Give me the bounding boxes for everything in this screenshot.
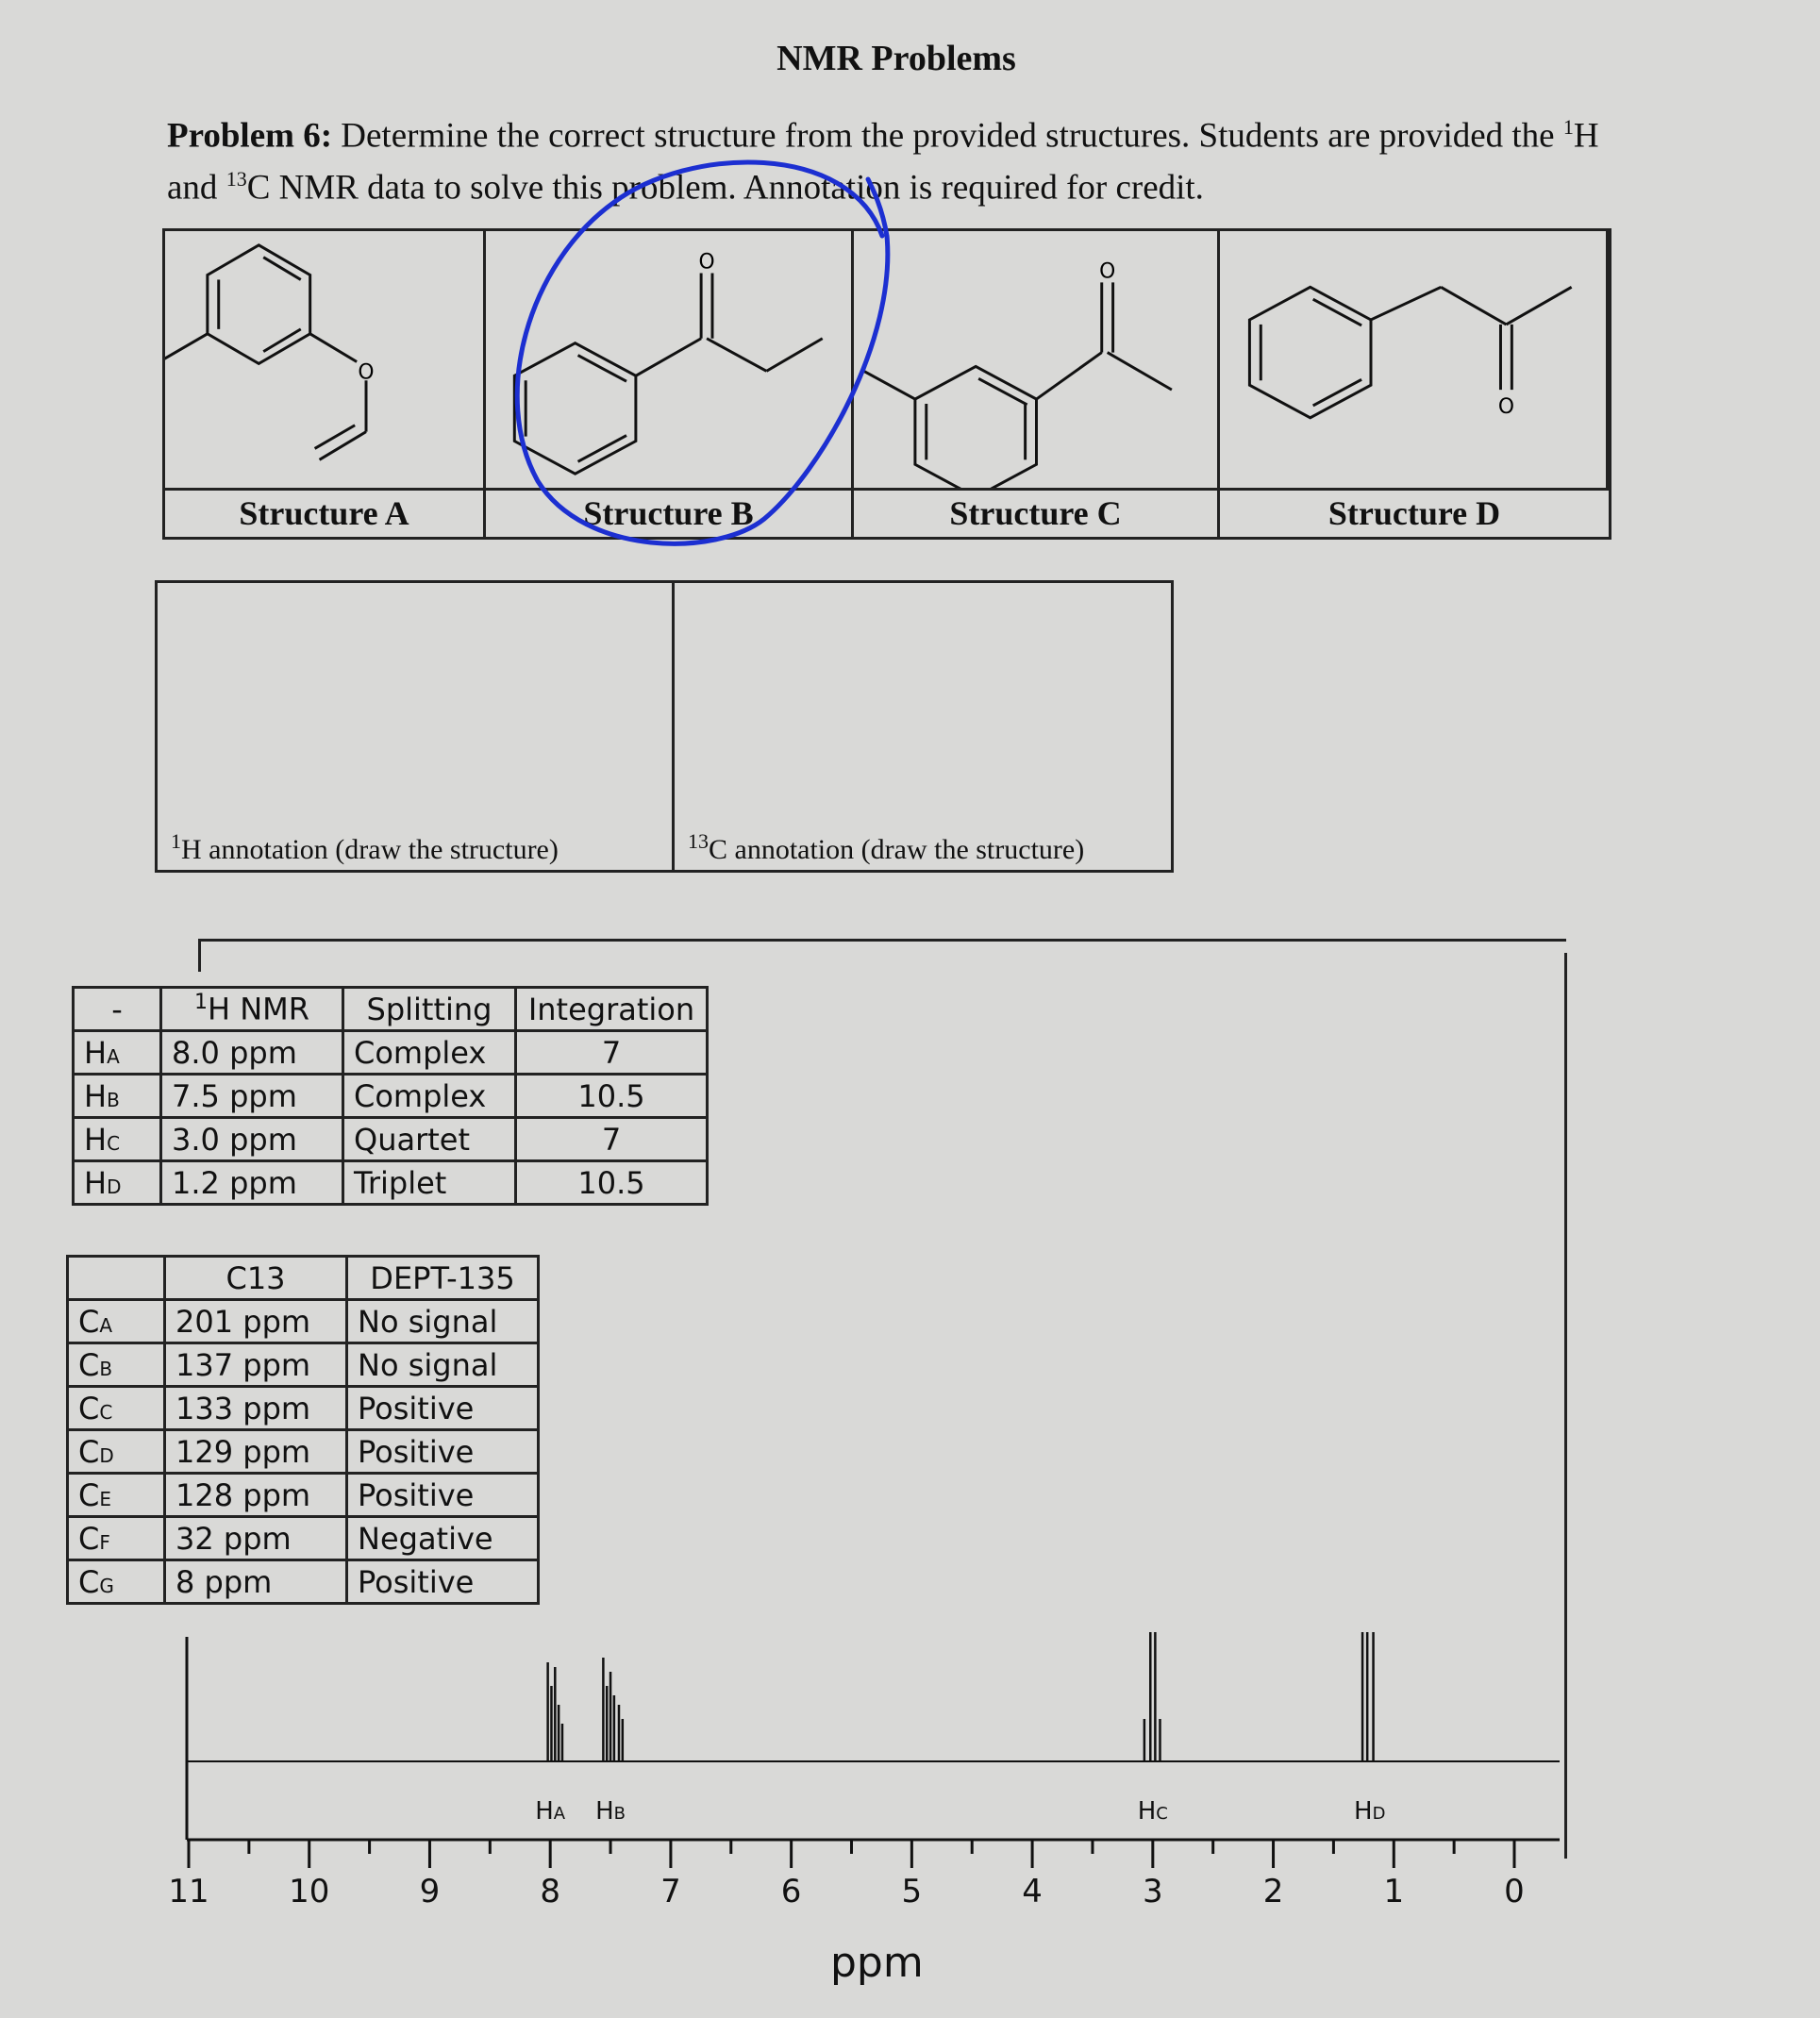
peak-label <box>535 1797 565 1826</box>
h-ppm: 3.0 ppm <box>161 1118 343 1161</box>
structure-d-label: Structure D <box>1220 488 1609 537</box>
c-subscript: F <box>99 1530 110 1554</box>
hand-drawn-circle-mark <box>500 151 906 566</box>
c-subscript: A <box>99 1313 113 1337</box>
h-splitting: Triplet <box>343 1161 516 1205</box>
h-splitting: Quartet <box>343 1118 516 1161</box>
h-annotation-sup: 1 <box>171 829 181 853</box>
h-ppm: 1.2 ppm <box>161 1161 343 1205</box>
c-label <box>68 1560 165 1604</box>
structure-d-drawing <box>1220 231 1609 488</box>
tick-label: 1 <box>1383 1873 1405 1910</box>
h-subscript: C <box>107 1131 121 1155</box>
tick-label: 5 <box>901 1873 923 1910</box>
problem-label: Problem 6: <box>167 116 333 156</box>
peak-label-subscript: B <box>613 1804 626 1824</box>
structure-c-label: Structure C <box>854 488 1220 537</box>
h-nmr-header-text: H NMR <box>207 991 309 1027</box>
h-letter: H <box>84 1164 108 1201</box>
c-subscript: D <box>99 1443 114 1467</box>
h-subscript: B <box>107 1088 120 1111</box>
spectrum-x-label: ppm <box>830 1939 924 1987</box>
problem-text-2: C NMR data to solve this problem. Annotation is required for credit. <box>246 168 1204 208</box>
structure-a-label: Structure A <box>165 488 486 537</box>
h-letter: H <box>84 1034 108 1071</box>
h-label <box>74 1118 161 1161</box>
peak-label-subscript: A <box>553 1804 566 1824</box>
h-letter: H <box>84 1121 108 1158</box>
h-annotation-text: H annotation (draw the structure) <box>181 834 559 865</box>
h-ppm: 7.5 ppm <box>161 1075 343 1118</box>
c-subscript: C <box>99 1400 113 1424</box>
c-dept: Negative <box>347 1517 539 1560</box>
c-letter: C <box>78 1520 100 1557</box>
peak-label <box>1354 1797 1385 1826</box>
c-subscript: B <box>99 1357 113 1380</box>
atom-label: O <box>698 250 715 275</box>
table-row <box>68 1517 539 1560</box>
c-letter: C <box>78 1433 100 1470</box>
c-label <box>68 1343 165 1387</box>
c-ppm: 201 ppm <box>165 1300 347 1343</box>
atom-label: O <box>1099 259 1116 284</box>
c-letter: C <box>78 1476 100 1513</box>
h-label <box>74 1031 161 1075</box>
peak-label <box>1138 1797 1168 1826</box>
table-row <box>68 1343 539 1387</box>
c-table-corner <box>68 1257 165 1300</box>
c-ppm: 32 ppm <box>165 1517 347 1560</box>
c-label <box>68 1430 165 1474</box>
tick-label: 8 <box>540 1873 560 1910</box>
c-annotation-box[interactable] <box>672 580 1174 873</box>
table-row <box>68 1560 539 1604</box>
h-table-header-integration: Integration <box>516 988 708 1031</box>
tick-label: 11 <box>168 1873 209 1910</box>
c-subscript: E <box>99 1487 111 1510</box>
table-row <box>74 1161 708 1205</box>
h-label <box>74 1075 161 1118</box>
h-annotation-label <box>171 829 559 866</box>
peak-label-letter: H <box>595 1797 614 1826</box>
structure-b-label: Structure B <box>486 488 854 537</box>
atom-label: O <box>358 360 375 385</box>
table-row <box>74 1031 708 1075</box>
structure-a-svg <box>165 231 483 488</box>
table-row <box>68 1474 539 1517</box>
c-annotation-sup: 13 <box>688 829 709 853</box>
tick-label: 6 <box>780 1873 802 1910</box>
tick-label: 9 <box>419 1873 441 1910</box>
atom-label: O <box>1497 394 1514 419</box>
c-ppm: 8 ppm <box>165 1560 347 1604</box>
h-subscript: D <box>107 1175 122 1198</box>
peak-label <box>595 1797 626 1826</box>
peak-label-letter: H <box>535 1797 554 1826</box>
h-table-header-nmr <box>161 988 343 1031</box>
c-ppm: 129 ppm <box>165 1430 347 1474</box>
h-table-header-splitting: Splitting <box>343 988 516 1031</box>
c-letter: C <box>78 1563 100 1600</box>
c-label <box>68 1387 165 1430</box>
c-letter: C <box>78 1346 100 1383</box>
c-dept: No signal <box>347 1343 539 1387</box>
c-dept: Positive <box>347 1560 539 1604</box>
c-table-header-c13: C13 <box>165 1257 347 1300</box>
problem-h-text: H and <box>167 116 1599 208</box>
h-label <box>74 1161 161 1205</box>
peak-label-letter: H <box>1137 1797 1157 1826</box>
h-ppm: 8.0 ppm <box>161 1031 343 1075</box>
tick-label: 0 <box>1504 1873 1525 1910</box>
c-dept: Positive <box>347 1474 539 1517</box>
table-row <box>68 1430 539 1474</box>
h-integration: 7 <box>516 1031 708 1075</box>
h-nmr-sup: 1 <box>193 991 208 1015</box>
page-title: NMR Problems <box>776 39 1016 78</box>
h-letter: H <box>84 1077 108 1114</box>
c-superscript: 13 <box>225 167 247 192</box>
h-splitting: Complex <box>343 1075 516 1118</box>
frame-left-tick <box>198 939 201 972</box>
h-integration: 7 <box>516 1118 708 1161</box>
h-integration: 10.5 <box>516 1075 708 1118</box>
h-superscript: 1 <box>1562 115 1574 139</box>
h-table-header <box>74 988 708 1031</box>
c-dept: Positive <box>347 1387 539 1430</box>
h-table-corner: - <box>74 988 161 1031</box>
structure-d-svg <box>1220 231 1606 488</box>
c-label <box>68 1300 165 1343</box>
c-ppm: 137 ppm <box>165 1343 347 1387</box>
tick-label: 7 <box>660 1873 681 1910</box>
h-nmr-spectrum <box>175 1632 1571 1896</box>
h-integration: 10.5 <box>516 1161 708 1205</box>
c-subscript: G <box>99 1574 114 1597</box>
structure-c-drawing <box>854 231 1220 488</box>
c-ppm: 133 ppm <box>165 1387 347 1430</box>
h-subscript: A <box>107 1044 120 1068</box>
structure-c-svg <box>854 231 1217 488</box>
table-row <box>74 1075 708 1118</box>
structure-a-drawing <box>165 231 486 488</box>
peak-label-subscript: C <box>1156 1804 1168 1824</box>
h-nmr-table <box>72 986 709 1206</box>
c-letter: C <box>78 1390 100 1426</box>
tick-label: 4 <box>1022 1873 1043 1910</box>
problem-text-1: Determine the correct structure from the provided structures. Students are provided the <box>332 116 1563 156</box>
c-label <box>68 1517 165 1560</box>
c-annotation-text: C annotation (draw the structure) <box>709 834 1085 865</box>
c-dept: No signal <box>347 1300 539 1343</box>
h-annotation-box[interactable] <box>155 580 675 873</box>
c-annotation-label <box>688 829 1084 866</box>
peak-label-letter: H <box>1354 1797 1373 1826</box>
c-label <box>68 1474 165 1517</box>
table-row <box>68 1387 539 1430</box>
c-table-header <box>68 1257 539 1300</box>
tick-label: 10 <box>289 1873 330 1910</box>
frame-top-line <box>198 939 1566 942</box>
c-letter: C <box>78 1303 100 1340</box>
c-ppm: 128 ppm <box>165 1474 347 1517</box>
table-row <box>74 1118 708 1161</box>
tick-label: 3 <box>1142 1873 1163 1910</box>
h-splitting: Complex <box>343 1031 516 1075</box>
c-table-header-dept: DEPT-135 <box>347 1257 539 1300</box>
c-dept: Positive <box>347 1430 539 1474</box>
tick-label: 2 <box>1262 1873 1284 1910</box>
table-row <box>68 1300 539 1343</box>
peak-label-subscript: D <box>1372 1804 1386 1824</box>
c13-table <box>66 1255 540 1605</box>
